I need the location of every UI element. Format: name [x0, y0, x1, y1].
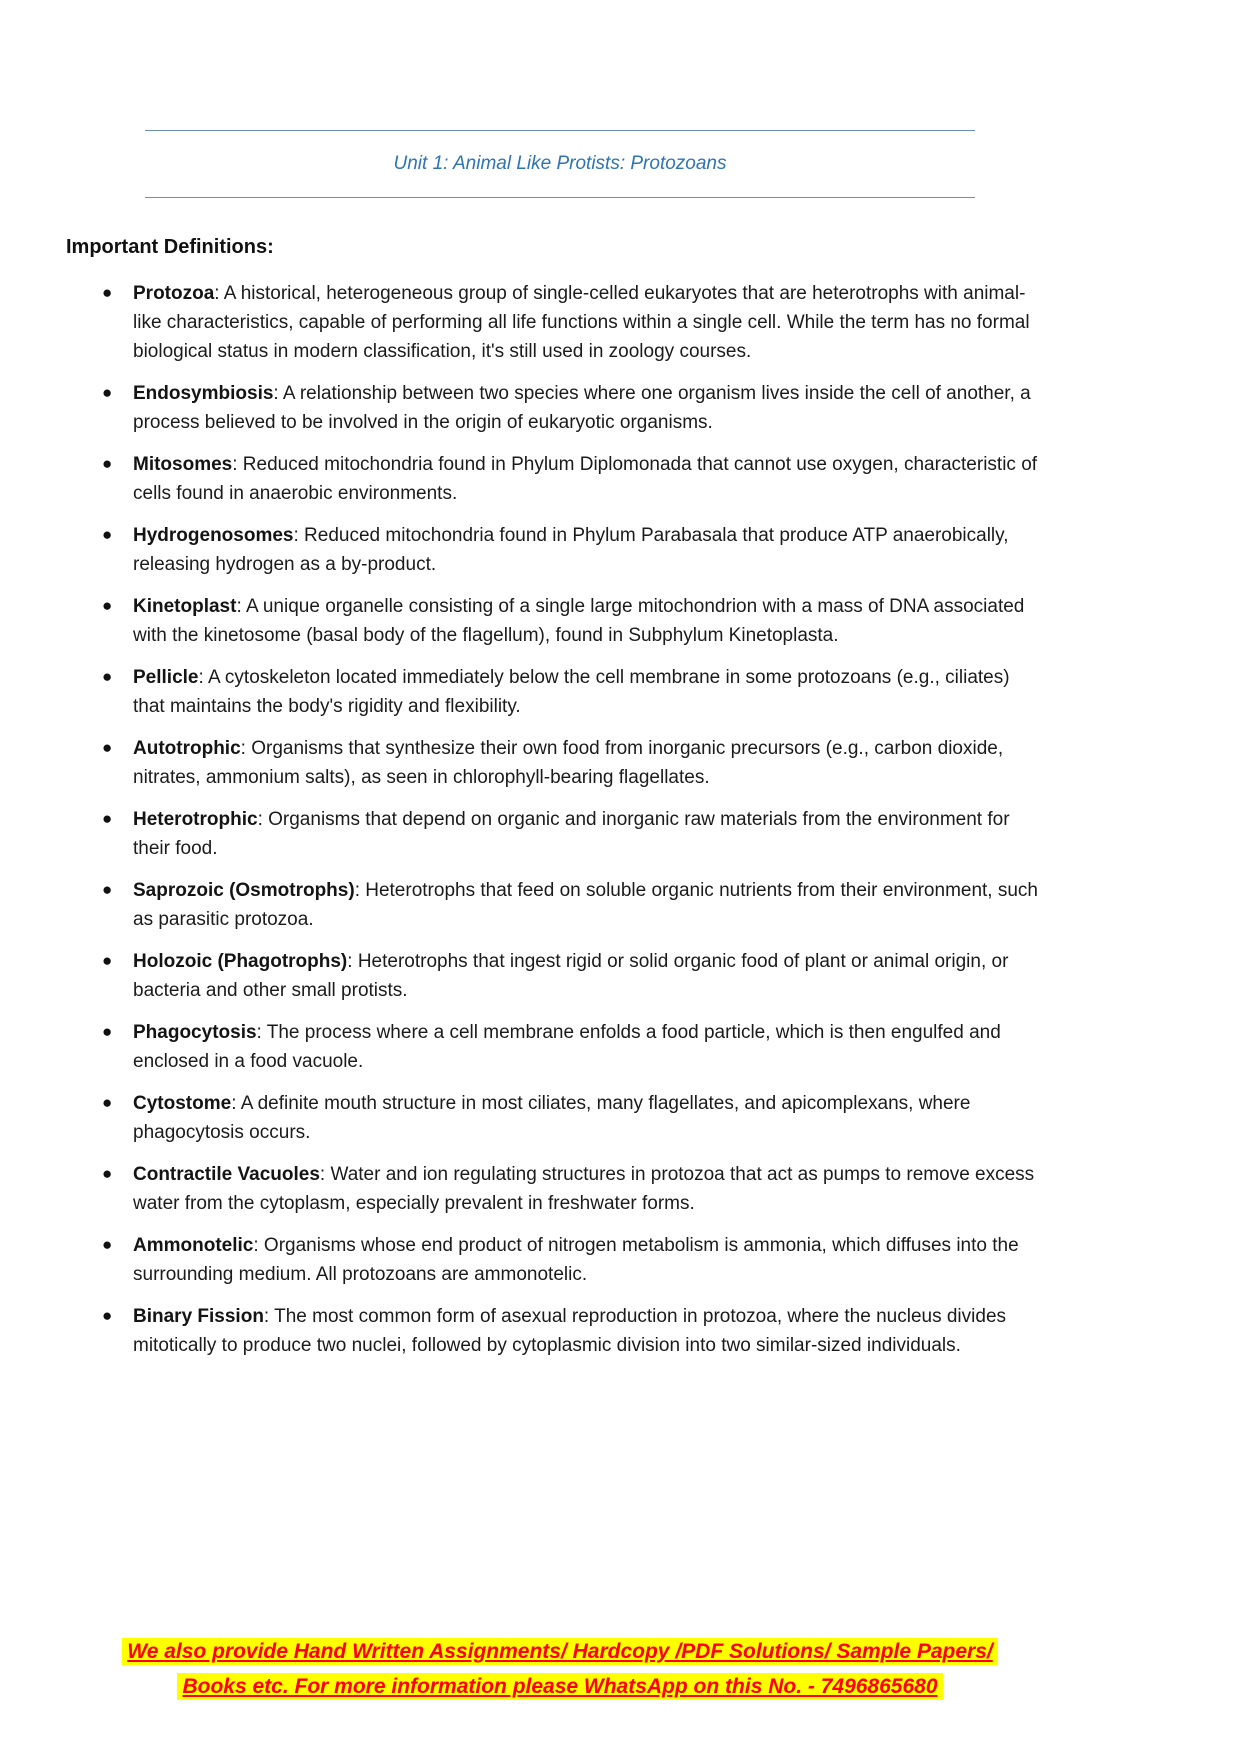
- definition-text: : A definite mouth structure in most ciliates, many flagellates, and apicomplexans, where phagocytosis occurs.: [133, 1093, 971, 1143]
- definition-term: Protozoa: [133, 283, 215, 304]
- bullet-marker-icon: ●: [102, 1235, 113, 1254]
- promo-footer-line1-wrap: [0, 1634, 1120, 1669]
- definition-term: Ammonotelic: [133, 1235, 254, 1256]
- definition-text: : Reduced mitochondria found in Phylum Parabasala that produce ATP anaerobically, releasing hydrogen as a by-product.: [133, 525, 1009, 575]
- bullet-marker-icon: ●: [102, 951, 113, 970]
- bullet-marker-icon: ●: [102, 383, 113, 402]
- bullet-marker-icon: ●: [102, 1164, 113, 1183]
- bullet-marker-icon: ●: [102, 1306, 113, 1325]
- bullet-marker-icon: ●: [102, 1022, 113, 1041]
- definition-term: Heterotrophic: [133, 809, 258, 830]
- definition-term: Saprozoic (Osmotrophs): [133, 880, 355, 901]
- definition-text: : Organisms that depend on organic and inorganic raw materials from the environment for their food.: [133, 809, 1010, 859]
- page-title: Unit 1: Animal Like Protists: Protozoans: [393, 153, 727, 174]
- definition-term: Autotrophic: [133, 738, 241, 759]
- bullet-marker-icon: ●: [102, 525, 113, 544]
- definition-item: [66, 876, 1041, 934]
- definition-text: : A relationship between two species where one organism lives inside the cell of another, a process believed to be involved in the origin of eukaryotic organisms.: [133, 383, 1031, 433]
- promo-footer-line2: Books etc. For more information please WhatsApp on this No. - 7496865680: [177, 1673, 942, 1700]
- bullet-marker-icon: ●: [102, 667, 113, 686]
- definition-item: [66, 450, 1041, 508]
- definition-term: Hydrogenosomes: [133, 525, 294, 546]
- bullet-marker-icon: ●: [102, 283, 113, 302]
- definition-text: : The process where a cell membrane enfolds a food particle, which is then engulfed and enclosed in a food vacuole.: [133, 1022, 1001, 1072]
- definition-item: [66, 805, 1041, 863]
- definition-item: [66, 379, 1041, 437]
- definition-term: Mitosomes: [133, 454, 233, 475]
- bullet-marker-icon: ●: [102, 880, 113, 899]
- definition-item: [66, 1231, 1041, 1289]
- definition-item: [66, 1302, 1041, 1360]
- bullet-marker-icon: ●: [102, 809, 113, 828]
- definition-term: Pellicle: [133, 667, 199, 688]
- bullet-marker-icon: ●: [102, 454, 113, 473]
- definition-text: : A cytoskeleton located immediately below the cell membrane in some protozoans (e.g., ciliates) that maintains the body's rigidity and flexibility.: [133, 667, 1010, 717]
- definition-item: [66, 521, 1041, 579]
- definitions-list: [66, 279, 1041, 1360]
- definition-text: : A unique organelle consisting of a single large mitochondrion with a mass of DNA associated with the kinetosome (basal body of the flagellum), found in Subphylum Kinetoplasta.: [133, 596, 1025, 646]
- definition-term: Cytostome: [133, 1093, 232, 1114]
- promo-footer: [0, 1634, 1120, 1704]
- promo-footer-line1: We also provide Hand Written Assignments/ Hardcopy /PDF Solutions/ Sample Papers/: [122, 1638, 997, 1665]
- definition-text: : Organisms whose end product of nitrogen metabolism is ammonia, which diffuses into the surrounding medium. All protozoans are ammonotelic.: [133, 1235, 1019, 1285]
- definition-item: [66, 592, 1041, 650]
- definition-term: Holozoic (Phagotrophs): [133, 951, 348, 972]
- definition-item: [66, 947, 1041, 1005]
- definition-term: Binary Fission: [133, 1306, 264, 1327]
- definition-term: Contractile Vacuoles: [133, 1164, 320, 1185]
- section-heading: Important Definitions:: [66, 236, 274, 258]
- definition-term: Kinetoplast: [133, 596, 237, 617]
- bullet-marker-icon: ●: [102, 738, 113, 757]
- definition-term: Phagocytosis: [133, 1022, 257, 1043]
- definition-item: [66, 1160, 1041, 1218]
- definition-text: : Heterotrophs that ingest rigid or solid organic food of plant or animal origin, or bacteria and other small protists.: [133, 951, 1009, 1001]
- definition-item: [66, 1089, 1041, 1147]
- bullet-marker-icon: ●: [102, 596, 113, 615]
- definition-item: [66, 279, 1041, 366]
- definition-text: : Heterotrophs that feed on soluble organic nutrients from their environment, such as parasitic protozoa.: [133, 880, 1039, 930]
- bullet-marker-icon: ●: [102, 1093, 113, 1112]
- promo-footer-line2-wrap: [0, 1669, 1120, 1704]
- definition-text: : Water and ion regulating structures in protozoa that act as pumps to remove excess water from the cytoplasm, especially prevalent in freshwater forms.: [133, 1164, 1035, 1214]
- definition-term: Endosymbiosis: [133, 383, 274, 404]
- definition-item: [66, 1018, 1041, 1076]
- title-block: [145, 130, 975, 198]
- definition-text: : Reduced mitochondria found in Phylum Diplomonada that cannot use oxygen, characteristic of cells found in anaerobic environments.: [133, 454, 1038, 504]
- definition-text: : Organisms that synthesize their own food from inorganic precursors (e.g., carbon dioxide, nitrates, ammonium salts), as seen in chlorophyll-bearing flagellates.: [133, 738, 1004, 788]
- definition-item: [66, 663, 1041, 721]
- definition-text: : A historical, heterogeneous group of single-celled eukaryotes that are heterotrophs with animal-like characteristics, capable of performing all life functions within a single cell. While the term has no formal biological status in modern classification, it's still used in zoology courses.: [133, 283, 1030, 362]
- title-divider-bottom: [145, 197, 975, 198]
- definition-item: [66, 734, 1041, 792]
- definition-text: : The most common form of asexual reproduction in protozoa, where the nucleus divides mitotically to produce two nuclei, followed by cytoplasmic division into two similar-sized individuals.: [133, 1306, 1007, 1356]
